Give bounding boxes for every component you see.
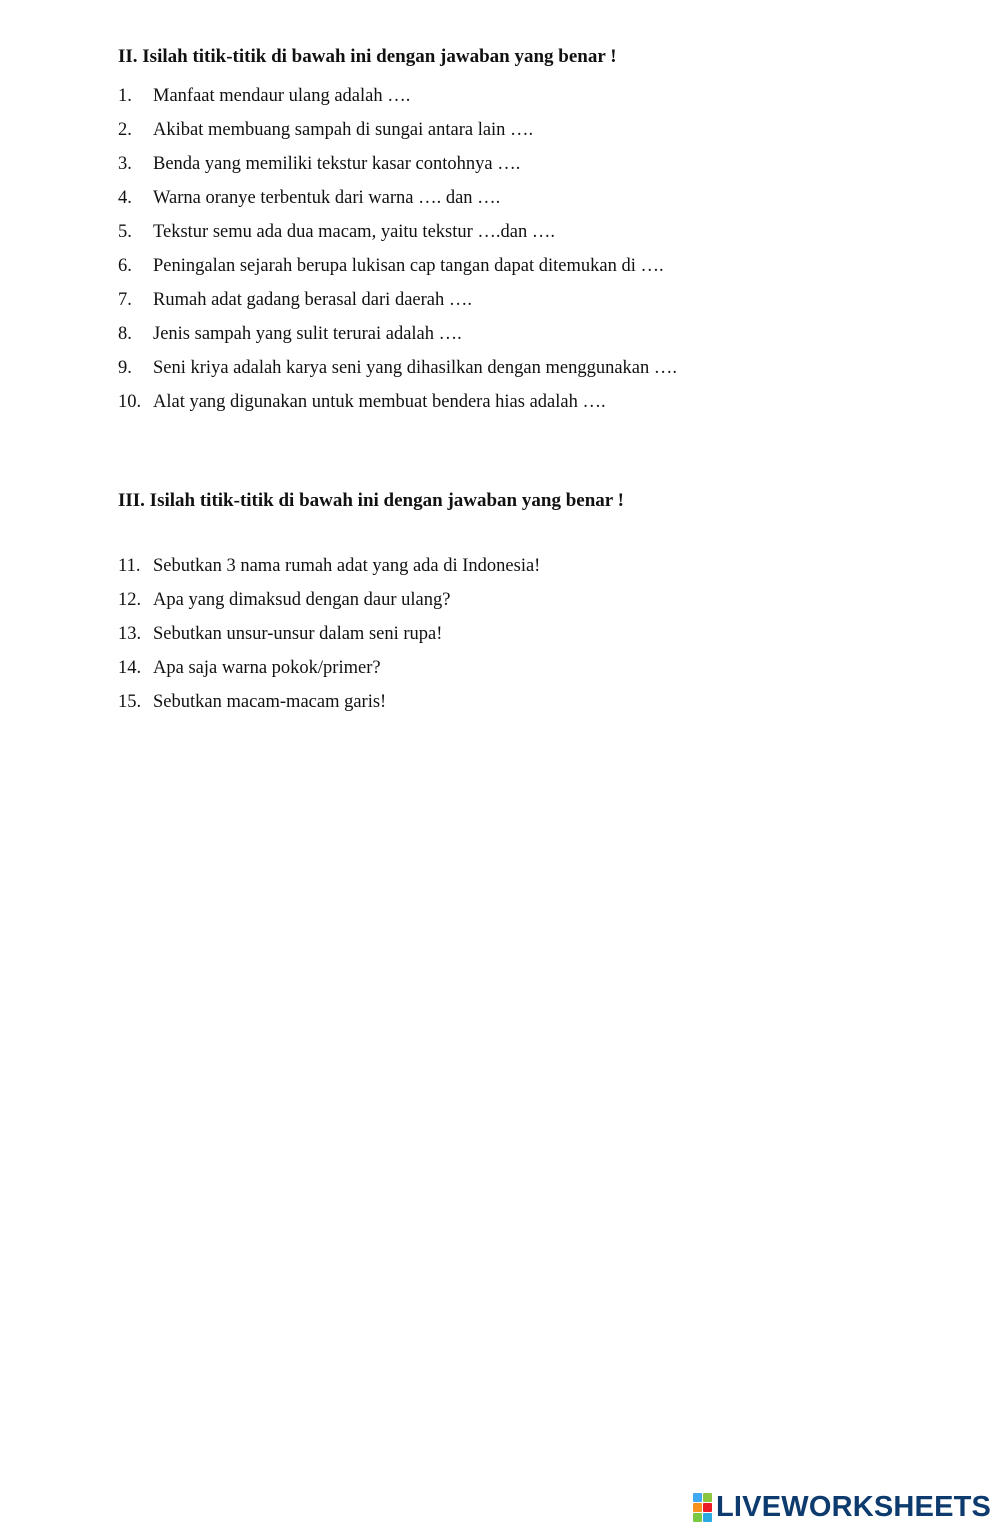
section-2-heading: II. Isilah titik-titik di bawah ini dengan jawaban yang benar !	[118, 46, 617, 67]
question-text: Warna oranye terbentuk dari warna …. dan ….	[153, 188, 501, 208]
question-item	[118, 118, 677, 152]
logo-tile	[693, 1503, 702, 1512]
question-item	[118, 288, 677, 322]
liveworksheets-logo-icon	[693, 1493, 713, 1521]
logo-tile	[703, 1513, 712, 1522]
question-number: 6.	[118, 256, 132, 276]
question-text: Sebutkan unsur-unsur dalam seni rupa!	[153, 624, 443, 644]
section-3-question-list	[118, 554, 540, 724]
question-item	[118, 390, 677, 424]
question-text: Alat yang digunakan untuk membuat bendera hias adalah ….	[153, 392, 606, 412]
question-number: 8.	[118, 324, 132, 344]
question-number: 5.	[118, 222, 132, 242]
question-text: Jenis sampah yang sulit terurai adalah ….	[153, 324, 462, 344]
logo-tile	[703, 1503, 712, 1512]
logo-tile	[693, 1493, 702, 1502]
question-text: Peningalan sejarah berupa lukisan cap tangan dapat ditemukan di ….	[153, 256, 664, 276]
question-text: Sebutkan 3 nama rumah adat yang ada di Indonesia!	[153, 556, 541, 576]
question-number: 11.	[118, 556, 141, 576]
question-number: 3.	[118, 154, 132, 174]
question-text: Rumah adat gadang berasal dari daerah ….	[153, 290, 472, 310]
question-item	[118, 152, 677, 186]
question-item	[118, 656, 540, 690]
logo-text: LIVEWORKSHEETS	[716, 1490, 992, 1523]
logo-tile	[693, 1513, 702, 1522]
question-item	[118, 356, 677, 390]
section-2-question-list	[118, 84, 677, 424]
question-number: 1.	[118, 86, 132, 106]
question-item	[118, 322, 677, 356]
question-number: 15.	[118, 692, 142, 712]
question-number: 13.	[118, 624, 142, 644]
question-item	[118, 254, 677, 288]
question-item	[118, 588, 540, 622]
question-number: 12.	[118, 590, 142, 610]
logo-tile	[703, 1493, 712, 1502]
question-item	[118, 622, 540, 656]
question-item	[118, 84, 677, 118]
question-text: Benda yang memiliki tekstur kasar contohnya ….	[153, 154, 521, 174]
question-text: Apa yang dimaksud dengan daur ulang?	[153, 590, 451, 610]
question-item	[118, 690, 540, 724]
section-3-heading: III. Isilah titik-titik di bawah ini dengan jawaban yang benar !	[118, 490, 624, 511]
question-number: 9.	[118, 358, 132, 378]
question-number: 10.	[118, 392, 142, 412]
question-text: Manfaat mendaur ulang adalah ….	[153, 86, 411, 106]
question-text: Akibat membuang sampah di sungai antara lain ….	[153, 120, 534, 140]
liveworksheets-logo[interactable]	[693, 1490, 991, 1524]
question-item	[118, 220, 677, 254]
question-number: 7.	[118, 290, 132, 310]
question-number: 2.	[118, 120, 132, 140]
question-item	[118, 186, 677, 220]
question-number: 14.	[118, 658, 142, 678]
question-text: Tekstur semu ada dua macam, yaitu tekstur ….dan ….	[153, 222, 555, 242]
question-text: Seni kriya adalah karya seni yang dihasilkan dengan menggunakan ….	[153, 358, 678, 378]
question-text: Sebutkan macam-macam garis!	[153, 692, 387, 712]
question-item	[118, 554, 540, 588]
question-number: 4.	[118, 188, 132, 208]
question-text: Apa saja warna pokok/primer?	[153, 658, 381, 678]
